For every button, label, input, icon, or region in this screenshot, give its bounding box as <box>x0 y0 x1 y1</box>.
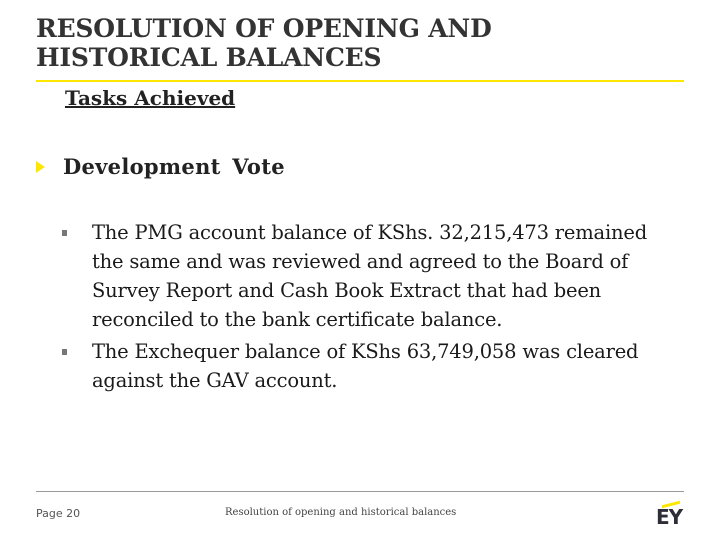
arrow-bullet-icon <box>36 161 45 173</box>
slide-title: RESOLUTION OF OPENING AND HISTORICAL BALANCES <box>36 14 492 72</box>
section-heading <box>36 154 285 179</box>
footer-divider <box>36 491 684 492</box>
title-divider <box>36 80 684 82</box>
page-number: Page 20 <box>36 507 81 520</box>
logo-text: EY <box>656 505 683 529</box>
bullet-item <box>62 218 672 334</box>
square-bullet-icon <box>62 349 67 355</box>
bullet-item <box>62 337 672 395</box>
square-bullet-icon <box>62 230 67 236</box>
slide-subtitle: Tasks Achieved <box>65 86 236 110</box>
ey-logo <box>656 503 682 527</box>
bullet-text: The PMG account balance of KShs. 32,215,473 remained the same and was reviewed and agreed to the Board of Survey Report and Cash Book Extract that had been reconciled to the bank certificate balance. <box>92 221 648 331</box>
footer-title: Resolution of opening and historical balances <box>225 507 457 518</box>
bullet-text: The Exchequer balance of KShs 63,749,058 was cleared against the GAV account. <box>92 340 639 392</box>
bullet-list <box>62 218 672 398</box>
section-label: Development Vote <box>63 154 285 179</box>
